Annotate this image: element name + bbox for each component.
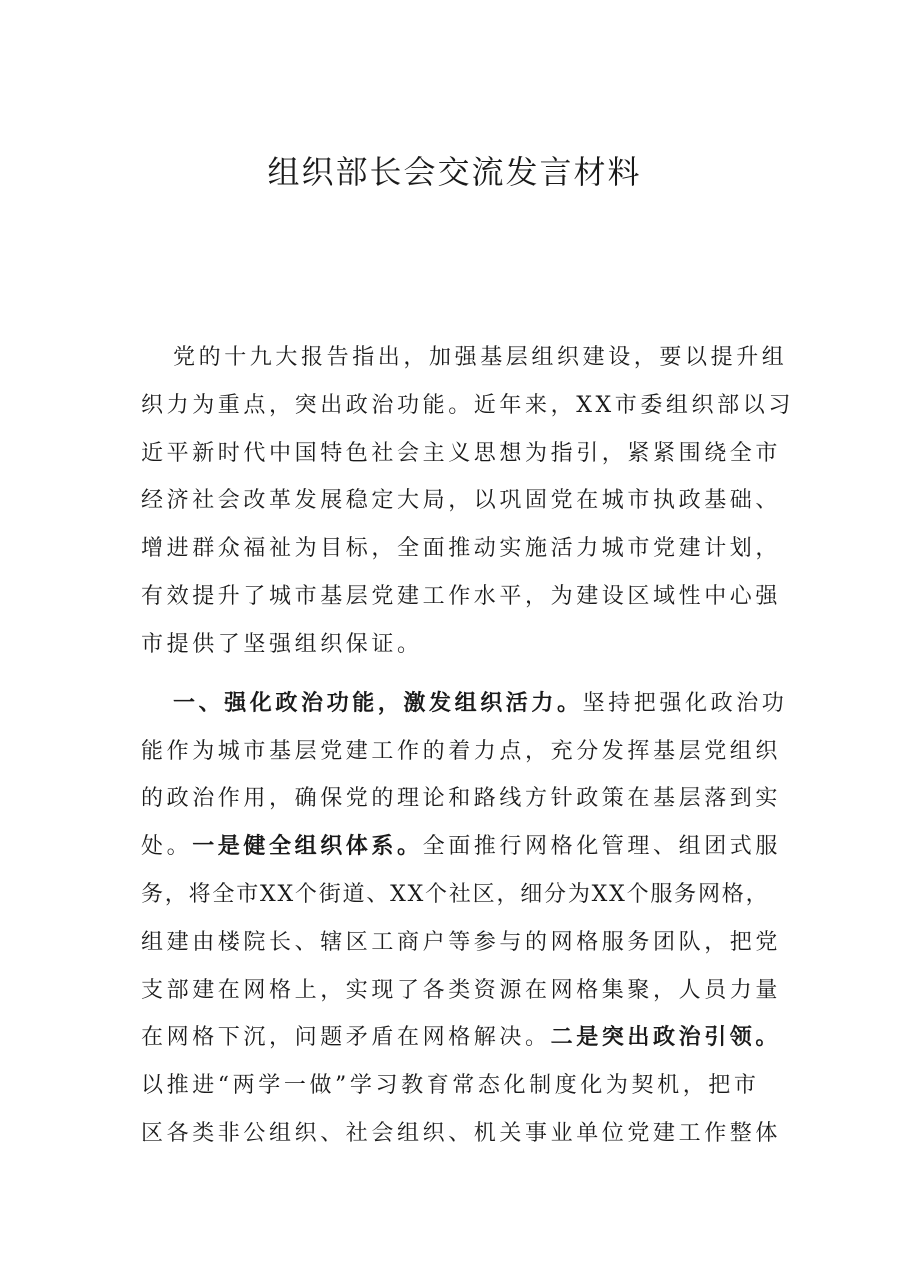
subheading-1: 一是健全组织体系。: [192, 834, 423, 859]
paragraph-2-line-1: [173, 689, 813, 719]
paragraph-2-line-1-text: 坚持把强化政治功: [582, 691, 788, 716]
paragraph-2-line-10: 区各类非公组织、社会组织、机关事业单位党建工作整体: [141, 1121, 782, 1146]
paragraph-2-line-4-text: 全面推行网格化管理、组团式服: [422, 834, 782, 859]
paragraph-1-line-2: 织力为重点，突出政治功能。近年来，XX市委组织部以习: [141, 393, 794, 418]
paragraph-2-line-4: [141, 832, 781, 862]
section-heading-1: 一、强化政治功能，激发组织活力。: [173, 691, 583, 716]
document-title: 组织部长会交流发言材料: [267, 153, 642, 191]
paragraph-2-line-2: 能作为城市基层党建工作的着力点，充分发挥基层党组织: [141, 739, 782, 764]
paragraph-1-line-5: 增进群众福祉为目标，全面推动实施活力城市党建计划，: [141, 536, 782, 561]
paragraph-1-line-3: 近平新时代中国特色社会主义思想为指引，紧紧围绕全市: [141, 441, 782, 466]
paragraph-2-line-9: 以推进“两学一做”学习教育常态化制度化为契机，把市: [141, 1073, 760, 1098]
paragraph-2-line-4-start: 处。: [141, 834, 193, 859]
subheading-2: 二是突出政治引领。: [550, 1025, 782, 1050]
paragraph-1-line-4: 经济社会改革发展稳定大局，以巩固党在城市执政基础、: [141, 488, 782, 513]
paragraph-2-line-3: 的政治作用，确保党的理论和路线方针政策在基层落到实: [141, 786, 782, 811]
paragraph-2-line-8-text: 在网格下沉，问题矛盾在网格解决。: [141, 1025, 551, 1050]
paragraph-1-line-7: 市提供了坚强组织保证。: [141, 632, 423, 657]
paragraph-1-line-1: 党的十九大报告指出，加强基层组织建设，要以提升组: [173, 345, 788, 370]
paragraph-1-line-6: 有效提升了城市基层党建工作水平，为建设区域性中心强: [141, 584, 782, 609]
paragraph-2-line-5: 务，将全市XX个街道、XX个社区，细分为XX个服务网格，: [141, 882, 770, 907]
paragraph-2-line-8: [141, 1023, 781, 1053]
paragraph-2-line-7: 支部建在网格上，实现了各类资源在网格集聚，人员力量: [141, 978, 782, 1003]
paragraph-2-line-6: 组建由楼院长、辖区工商户等参与的网格服务团队，把党: [141, 930, 782, 955]
